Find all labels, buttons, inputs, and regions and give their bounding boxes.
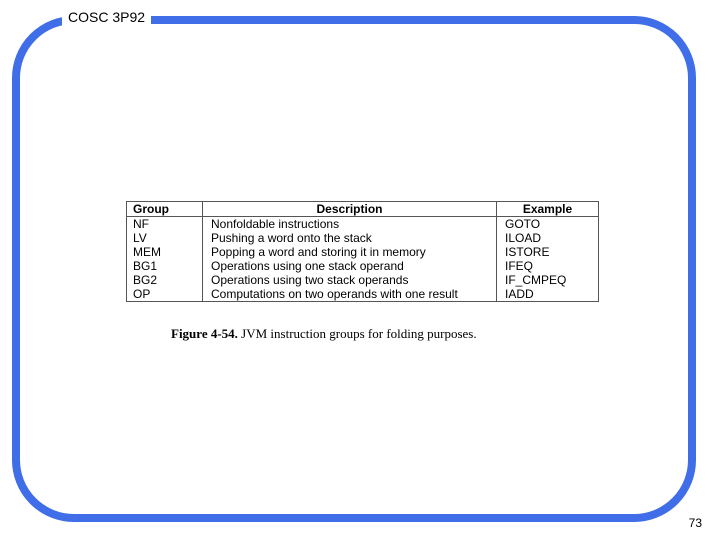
description-cell: Pushing a word onto the stack — [203, 231, 497, 245]
example-cell: IF_CMPEQ — [497, 273, 599, 287]
table-row — [127, 217, 599, 232]
page-number: 73 — [688, 516, 702, 530]
example-cell: ILOAD — [497, 231, 599, 245]
course-label: COSC 3P92 — [62, 8, 151, 26]
figure-caption — [171, 326, 477, 342]
group-cell: NF — [127, 217, 203, 232]
table-row — [127, 259, 599, 273]
description-cell: Operations using one stack operand — [203, 259, 497, 273]
table-row — [127, 273, 599, 287]
caption-text: JVM instruction groups for folding purposes. — [241, 326, 477, 341]
group-cell: BG2 — [127, 273, 203, 287]
table-row — [127, 231, 599, 245]
figure-number: Figure 4-54. — [171, 326, 238, 341]
table-row — [127, 287, 599, 302]
description-cell: Popping a word and storing it in memory — [203, 245, 497, 259]
example-cell: ISTORE — [497, 245, 599, 259]
column-header-group: Group — [127, 202, 203, 217]
group-cell: MEM — [127, 245, 203, 259]
column-header-description: Description — [203, 202, 497, 217]
group-cell: OP — [127, 287, 203, 302]
description-cell: Nonfoldable instructions — [203, 217, 497, 232]
example-cell: IADD — [497, 287, 599, 302]
table-header-row — [127, 202, 599, 217]
example-cell: GOTO — [497, 217, 599, 232]
description-cell: Computations on two operands with one result — [203, 287, 497, 302]
example-cell: IFEQ — [497, 259, 599, 273]
group-cell: BG1 — [127, 259, 203, 273]
instruction-groups-table — [126, 201, 599, 302]
description-cell: Operations using two stack operands — [203, 273, 497, 287]
group-cell: LV — [127, 231, 203, 245]
column-header-example: Example — [497, 202, 599, 217]
table-row — [127, 245, 599, 259]
